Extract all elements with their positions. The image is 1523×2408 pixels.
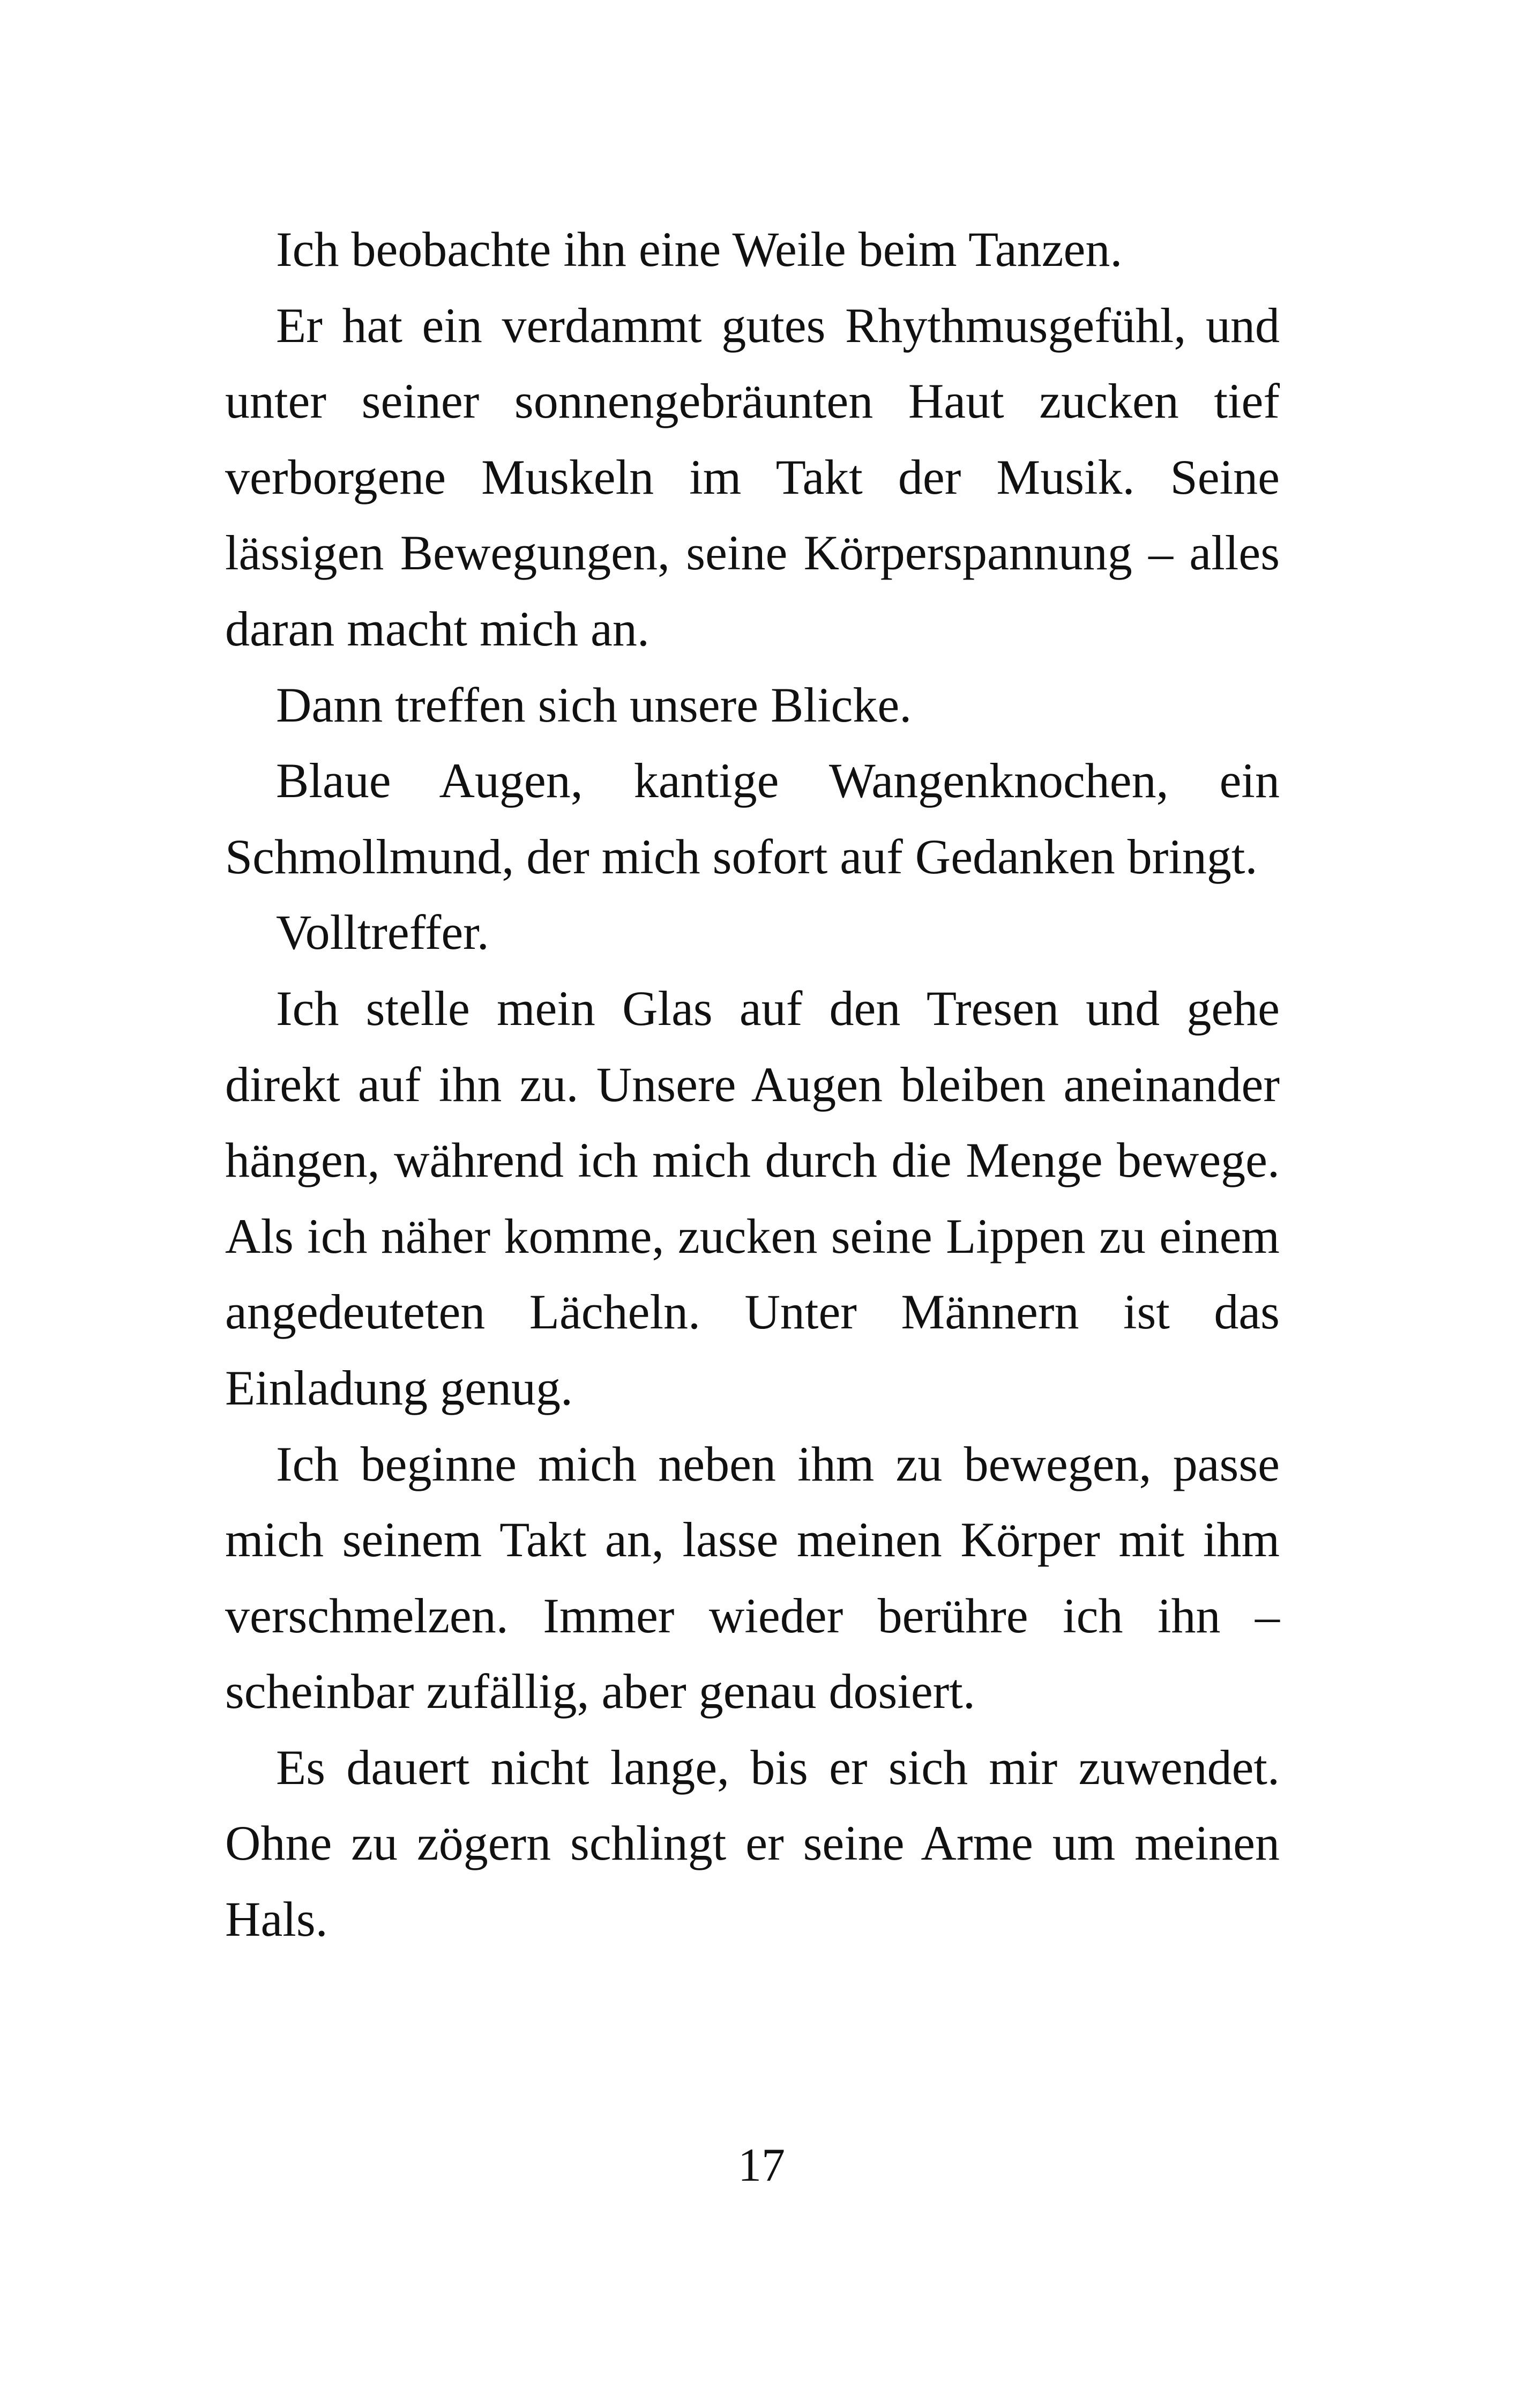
- paragraph: Er hat ein verdammt gutes Rhythmusgefühl, und unter seiner sonnengebräunten Haut zucken tief verborgene Muskeln im Takt der Musik. Seine lässigen Bewegungen, seine Körperspannung – alles daran macht mich an.: [225, 298, 1280, 656]
- paragraph: Ich beobachte ihn eine Weile beim Tanzen.: [276, 222, 1123, 277]
- body-text: [225, 212, 1280, 1958]
- paragraph: Dann treffen sich unsere Blicke.: [276, 677, 912, 732]
- paragraph: Volltreffer.: [276, 905, 489, 960]
- paragraph: Ich beginne mich neben ihm zu bewegen, passe mich seinem Takt an, lasse meinen Körper mit ihm verschmelzen. Immer wieder berühre ich ihn – scheinbar zufällig, aber genau dosiert.: [225, 1436, 1280, 1719]
- paragraph: Es dauert nicht lange, bis er sich mir zuwendet. Ohne zu zögern schlingt er seine Arme um meinen Hals.: [225, 1740, 1280, 1947]
- paragraph: Blaue Augen, kantige Wangenknochen, ein Schmollmund, der mich sofort auf Gedanken bringt.: [225, 753, 1280, 884]
- page-number: 17: [738, 2139, 785, 2191]
- paragraph: Ich stelle mein Glas auf den Tresen und gehe direkt auf ihn zu. Unsere Augen bleiben aneinander hängen, während ich mich durch die Menge bewege. Als ich näher komme, zucken seine Lippen zu einem angedeuteten Lächeln. Unter Männern ist das Einladung genug.: [225, 980, 1280, 1415]
